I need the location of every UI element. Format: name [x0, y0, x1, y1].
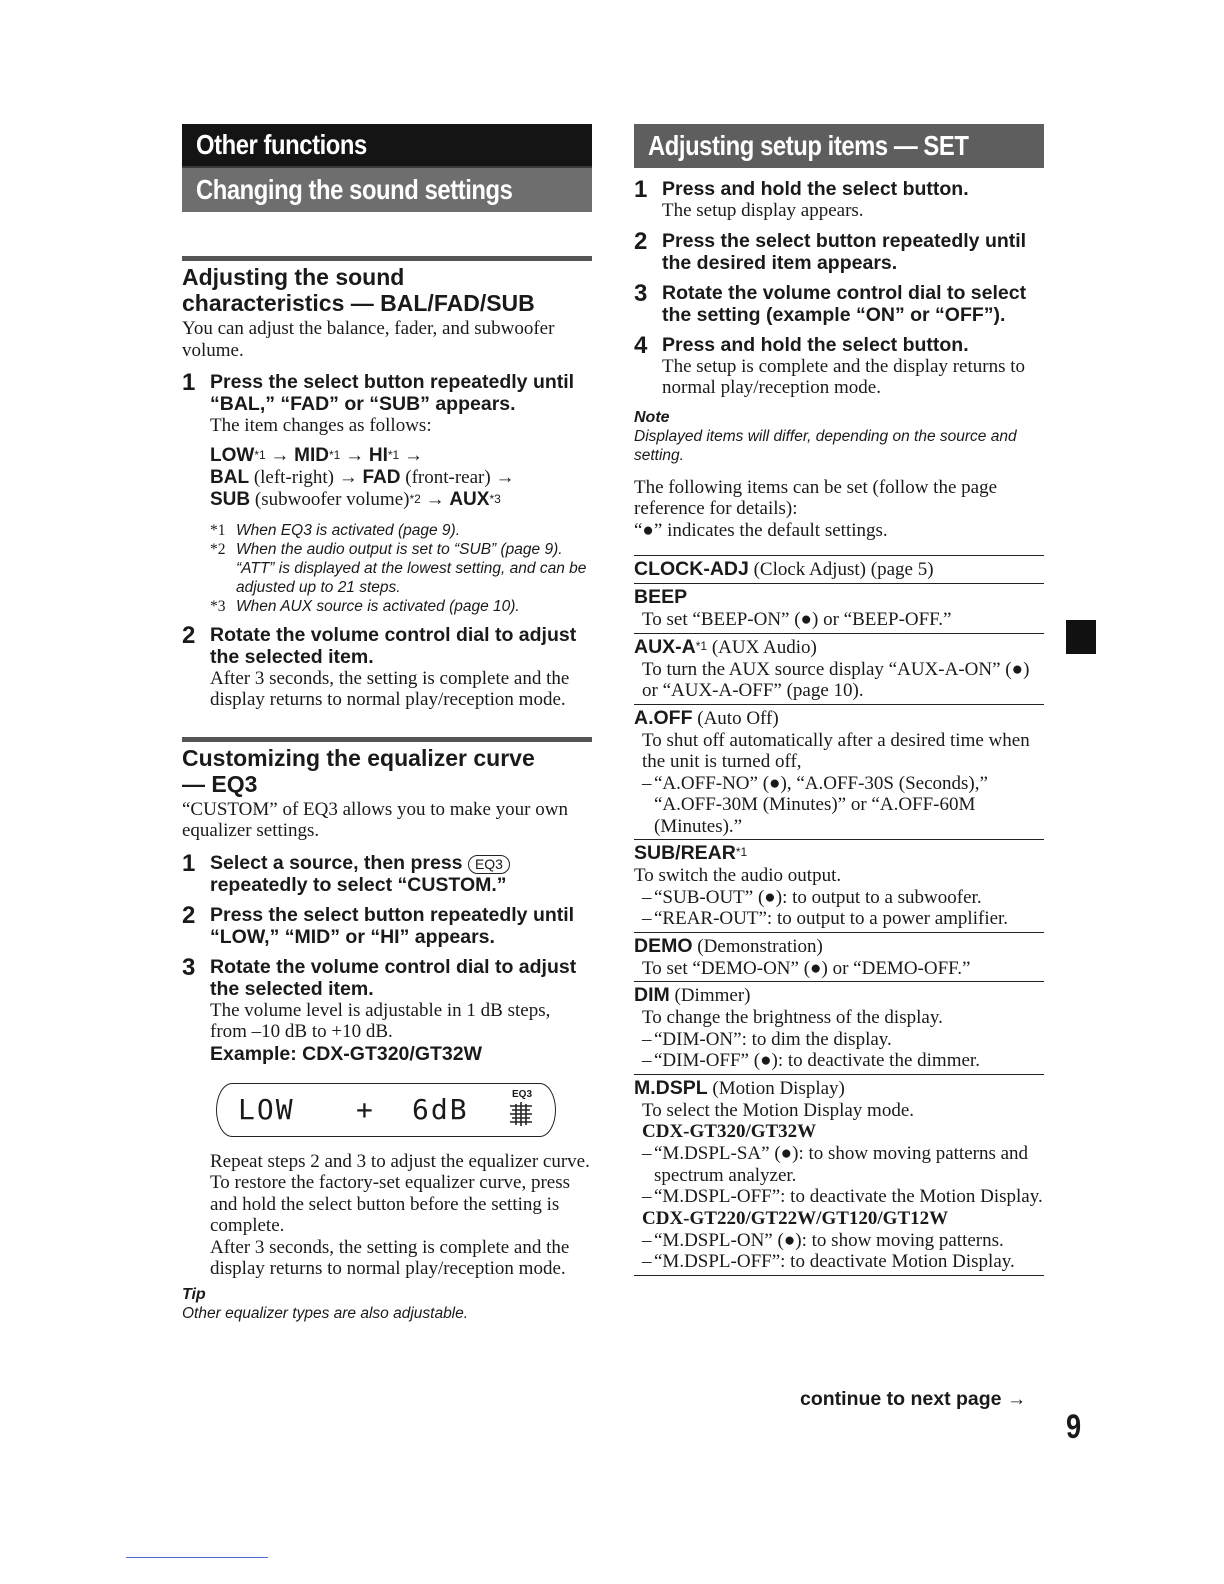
- model-label: CDX-GT320/GT32W: [642, 1121, 817, 1142]
- eq-after-text: To restore the factory-set equalizer curve, press and hold the select button before the setting is complete.: [210, 1172, 571, 1236]
- lcd-eq3-indicator: EQ3: [512, 1088, 533, 1100]
- lcd-sign: +: [356, 1092, 375, 1126]
- setup-intro: The following items can be set (follow the page reference for details):: [634, 476, 998, 519]
- eq-step-3: [182, 953, 592, 1280]
- chapter-tab-marker: [1066, 620, 1096, 654]
- bal-heading: [182, 264, 592, 316]
- item-desc: (Clock Adjust) (page 5): [753, 559, 934, 580]
- seq-aux: AUX: [449, 488, 490, 510]
- seq-arrow: →: [345, 444, 365, 466]
- item-name: A.OFF: [634, 706, 693, 729]
- dash: –: [642, 1251, 652, 1272]
- section-divider: [182, 256, 592, 261]
- footnote-mark: *2: [210, 540, 226, 558]
- eq-after-text: Repeat steps 2 and 3 to adjust the equalizer curve.: [210, 1150, 590, 1172]
- left-column: [182, 124, 592, 1323]
- option-line: [634, 773, 1044, 838]
- seq-mark: *2: [409, 491, 421, 506]
- item-sequence: [210, 445, 592, 511]
- item-desc: (Dimmer): [674, 985, 751, 1006]
- dash: –: [642, 1143, 652, 1164]
- seq-mark: *3: [489, 491, 501, 506]
- item-mark: *1: [735, 845, 748, 859]
- dash: –: [642, 1186, 652, 1207]
- item-name: DIM: [634, 984, 670, 1006]
- set-step-4: [634, 331, 1044, 399]
- set-step-1: [634, 178, 1044, 222]
- seq-fad: FAD: [362, 466, 401, 488]
- section-title-banner: [182, 124, 592, 166]
- right-column: [634, 124, 1044, 1276]
- example-label: Example: CDX-GT320/GT32W: [210, 1042, 482, 1065]
- set-step-3: [634, 279, 1044, 326]
- note-heading: Note: [634, 408, 670, 426]
- option-line: [634, 908, 1044, 930]
- page-number: 9: [1066, 1408, 1082, 1446]
- seq-arrow: →: [270, 444, 290, 466]
- option-line: [634, 1143, 1044, 1186]
- eq-heading-line2: — EQ3: [182, 770, 258, 797]
- option-line: [634, 887, 1044, 909]
- eq-intro: “CUSTOM” of EQ3 allows you to make your own equalizer settings.: [182, 798, 568, 841]
- step-heading: Press the select button repeatedly until “LOW,” “MID” or “HI” appears.: [210, 903, 575, 948]
- item-name: M.DSPL: [634, 1076, 708, 1099]
- option-line: [634, 1230, 1044, 1252]
- item-text: To select the Motion Display mode.: [642, 1099, 915, 1121]
- item-desc: (Motion Display): [712, 1077, 845, 1099]
- tip-text: Other equalizer types are also adjustable.: [182, 1304, 469, 1322]
- step-text: The setup display appears.: [662, 200, 864, 221]
- step-text: The volume level is adjustable in 1 dB steps, from –10 dB to +10 dB.: [210, 999, 551, 1042]
- option-line: [634, 1186, 1044, 1208]
- bal-heading-line2: characteristics — BAL/FAD/SUB: [182, 290, 535, 316]
- step-heading: Press the select button repeatedly until the desired item appears.: [662, 229, 1027, 274]
- setup-item-dim: [634, 982, 1044, 1075]
- bal-heading-line1: Adjusting the sound: [182, 264, 405, 290]
- option-line: [634, 1251, 1044, 1273]
- step-number: 1: [182, 369, 196, 396]
- seq-arrow: →: [403, 444, 423, 466]
- seq-bal-desc: (left-right): [253, 466, 334, 488]
- item-name: SUB/REAR: [634, 842, 736, 864]
- dash: –: [642, 772, 652, 794]
- step-number: 3: [182, 953, 196, 981]
- dash: –: [642, 1028, 652, 1050]
- footnotes: [210, 521, 592, 616]
- option-text: “SUB-OUT” (●): to output to a subwoofer.: [654, 886, 982, 908]
- seq-low: LOW: [210, 444, 255, 466]
- option-text: “DIM-ON”: to dim the display.: [654, 1028, 892, 1050]
- bal-intro: You can adjust the balance, fader, and subwoofer volume.: [182, 318, 555, 361]
- step-heading-part: repeatedly to select “CUSTOM.”: [210, 873, 507, 896]
- step-number: 2: [634, 227, 648, 255]
- set-section-banner: [634, 124, 1044, 168]
- set-step-2: [634, 227, 1044, 274]
- step-heading: [210, 852, 592, 896]
- item-mark: *1: [695, 638, 708, 653]
- eq-heading-line1: Customizing the equalizer curve: [182, 744, 535, 771]
- step-heading: Rotate the volume control dial to adjust the selected item.: [210, 955, 577, 1000]
- footnote-mark: *3: [210, 597, 226, 615]
- footnote: [210, 597, 592, 616]
- step-heading: Rotate the volume control dial to select the setting (example “ON” or “OFF”).: [662, 281, 1027, 326]
- step-heading: Press and hold the select button.: [662, 178, 969, 200]
- seq-mark: *1: [387, 447, 400, 462]
- eq-heading: [182, 745, 592, 797]
- seq-mark: *1: [329, 447, 341, 462]
- lcd-value: 6dB: [412, 1092, 469, 1126]
- option-line: [634, 1050, 1044, 1072]
- seq-arrow: →: [338, 466, 358, 488]
- footnote-text: When AUX source is activated (page 10).: [236, 597, 520, 615]
- dash: –: [642, 908, 652, 929]
- eq-after-text: After 3 seconds, the setting is complete and the display returns to normal play/reception mode.: [210, 1236, 570, 1279]
- item-name: CLOCK-ADJ: [634, 558, 749, 580]
- tip-heading: Tip: [182, 1285, 206, 1303]
- item-desc: (Auto Off): [697, 707, 779, 729]
- eq-step-1: [182, 849, 592, 896]
- setup-item-sub-rear: [634, 840, 1044, 933]
- option-text: “DIM-OFF” (●): to deactivate the dimmer.: [654, 1050, 980, 1071]
- step-text: The setup is complete and the display returns to normal play/reception mode.: [662, 355, 1026, 398]
- subsection-title-banner: [182, 166, 592, 212]
- setup-item-a-off: [634, 705, 1044, 841]
- footnote-text: When the audio output is set to “SUB” (page 9). “ATT” is displayed at the lowest setting, and can be adjusted up to 21 steps.: [236, 540, 587, 596]
- eq-step-2: [182, 901, 592, 948]
- step-heading-part: Select a source, then press: [210, 851, 463, 874]
- item-name: DEMO: [634, 934, 693, 957]
- seq-sub-desc: (subwoofer volume): [254, 488, 410, 510]
- seq-arrow: →: [425, 488, 445, 510]
- option-text: “M.DSPL-OFF”: to deactivate Motion Display.: [654, 1251, 1015, 1272]
- seq-mark: *1: [254, 447, 266, 462]
- setup-item-beep: [634, 584, 1044, 634]
- bal-step-1: [182, 371, 592, 616]
- dash: –: [642, 1050, 652, 1071]
- step-text: After 3 seconds, the setting is complete and the display returns to normal play/reception mode.: [210, 667, 570, 710]
- option-line: [634, 1029, 1044, 1051]
- setup-item-aux-a: [634, 634, 1044, 705]
- item-desc: (AUX Audio): [711, 636, 817, 658]
- option-text: “A.OFF-NO” (●), “A.OFF-30S (Seconds),” “A.OFF-30M (Minutes)” or “A.OFF-60M (Minutes).”: [654, 772, 988, 837]
- dash: –: [642, 886, 652, 908]
- option-text: “M.DSPL-ON” (●): to show moving patterns.: [654, 1229, 1004, 1251]
- item-text: To change the brightness of the display.: [642, 1007, 943, 1028]
- step-text: The item changes as follows:: [210, 415, 432, 436]
- item-name: AUX-A: [634, 635, 696, 658]
- step-number: 2: [182, 621, 196, 649]
- option-text: “REAR-OUT”: to output to a power amplifier.: [654, 908, 1009, 929]
- eq3-key-label: EQ3: [468, 855, 510, 874]
- item-text: To switch the audio output.: [634, 865, 842, 886]
- subsection-title: Changing the sound settings: [196, 174, 513, 205]
- footnote-text: When EQ3 is activated (page 9).: [236, 521, 461, 539]
- step-heading: Press the select button repeatedly until “BAL,” “FAD” or “SUB” appears.: [210, 371, 575, 415]
- footnote-mark: *1: [210, 521, 226, 539]
- setup-item-m-dspl: [634, 1075, 1044, 1276]
- option-text: “M.DSPL-OFF”: to deactivate the Motion Display.: [654, 1186, 1043, 1207]
- item-text: To set “DEMO-ON” (●) or “DEMO-OFF.”: [642, 957, 971, 979]
- step-number: 1: [634, 176, 648, 203]
- setup-item-clock-adj: [634, 556, 1044, 584]
- item-name: BEEP: [634, 586, 688, 608]
- item-text: To set “BEEP-ON” (●) or “BEEP-OFF.”: [642, 609, 952, 630]
- lcd-band: LOW: [238, 1092, 295, 1126]
- step-number: 3: [634, 279, 648, 307]
- seq-fad-desc: (front-rear): [405, 466, 491, 488]
- note-text: Displayed items will differ, depending on the source and setting.: [634, 427, 1017, 464]
- setup-items-list: [634, 555, 1044, 1276]
- seq-hi: HI: [368, 444, 388, 466]
- continue-next-page: continue to next page →: [800, 1388, 1027, 1410]
- lcd-display-illustration: [216, 1079, 556, 1141]
- step-number: 2: [182, 901, 196, 929]
- seq-sub: SUB: [210, 488, 251, 510]
- item-text: To shut off automatically after a desired time when the unit is turned off,: [642, 729, 1030, 772]
- seq-bal: BAL: [210, 466, 250, 488]
- step-number: 4: [634, 331, 648, 359]
- seq-arrow: →: [495, 466, 515, 488]
- set-section-title: Adjusting setup items — SET: [648, 130, 969, 161]
- dash: –: [642, 1229, 652, 1251]
- footer-line: [126, 1557, 268, 1558]
- section-divider: [182, 737, 592, 742]
- model-label: CDX-GT220/GT22W/GT120/GT12W: [642, 1207, 949, 1229]
- default-marker-note: “●” indicates the default settings.: [634, 519, 888, 541]
- item-desc: (Demonstration): [697, 935, 823, 957]
- lcd-spectrum-icon: [506, 1101, 536, 1127]
- bal-step-2: [182, 621, 592, 711]
- step-heading: Press and hold the select button.: [662, 333, 969, 356]
- step-number: 1: [182, 849, 196, 877]
- step-heading: Rotate the volume control dial to adjust the selected item.: [210, 623, 577, 668]
- seq-mid: MID: [294, 444, 329, 466]
- setup-item-demo: [634, 933, 1044, 983]
- item-text: To turn the AUX source display “AUX-A-ON” (●) or “AUX-A-OFF” (page 10).: [642, 658, 1030, 701]
- footnote: [210, 521, 592, 540]
- section-title: Other functions: [196, 129, 367, 160]
- option-text: “M.DSPL-SA” (●): to show moving patterns and spectrum analyzer.: [654, 1143, 1029, 1186]
- footnote: [210, 540, 592, 597]
